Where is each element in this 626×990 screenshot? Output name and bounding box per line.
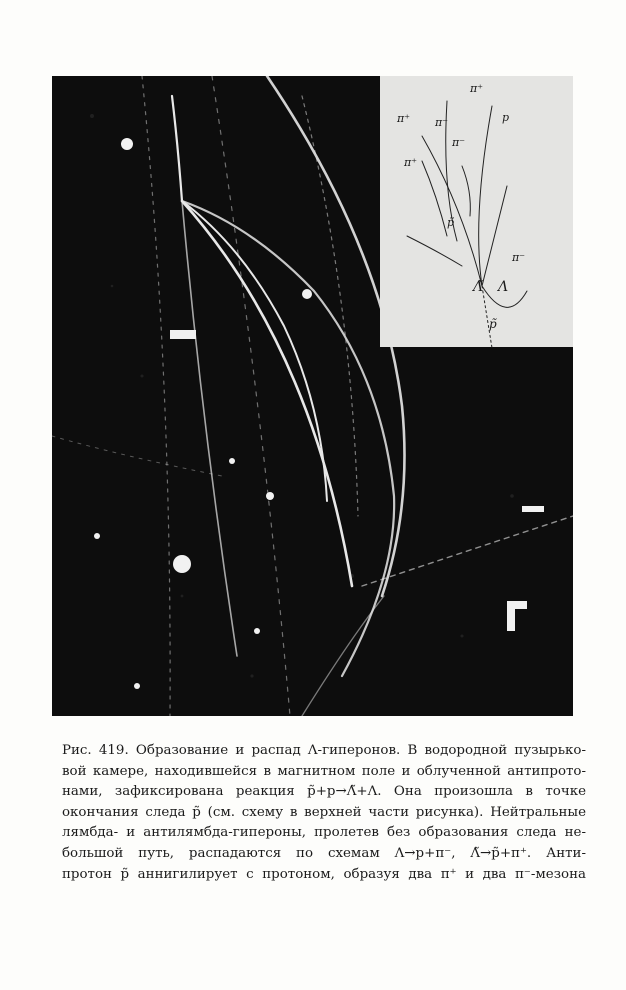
label-p-tilde-mid: p̃ — [447, 216, 455, 229]
label-pi-plus-left: π⁺ — [397, 112, 411, 125]
label-pi-plus-top: π⁺ — [470, 82, 484, 95]
caption-line: протон p̃ аннигилирует с протоном, образуя два π⁺ и два π⁻-мезона — [62, 866, 586, 882]
label-p-top: p — [502, 111, 510, 124]
caption-line: вой камере, находившейся в магнитном поле и облученной антипрото- — [62, 763, 586, 779]
label-pi-minus-right: π⁻ — [512, 251, 526, 264]
figure-caption — [62, 741, 586, 885]
caption-line: большой путь, распадаются по схемам Λ→p+π⁻, Λ̃→p̃+π⁺. Анти- — [62, 845, 586, 861]
caption-line: Рис. 419. Образование и распад Λ-гиперонов. В водородной пузырько- — [62, 743, 586, 758]
label-pi-plus-lower: π⁺ — [404, 156, 418, 169]
label-lambda: Λ — [498, 279, 509, 295]
bubble-chamber-photo — [52, 76, 573, 716]
caption-line: лямбда- и антилямбда-гипероны, пролетев без образования следа не- — [62, 825, 586, 841]
label-lambda-tilde: Λ̃ — [473, 279, 484, 295]
photo-tracks — [52, 76, 573, 716]
label-pi-minus-b: π⁻ — [452, 136, 466, 149]
caption-line: нами, зафиксирована реакция p̃+p→Λ̃+Λ. Она произошла в точке — [62, 784, 586, 800]
label-pi-minus-a: π⁻ — [435, 116, 449, 129]
caption-line: окончания следа p̃ (см. схему в верхней части рисунка). Нейтральные — [62, 804, 586, 820]
label-p-tilde-bottom: p̃ — [489, 317, 497, 331]
